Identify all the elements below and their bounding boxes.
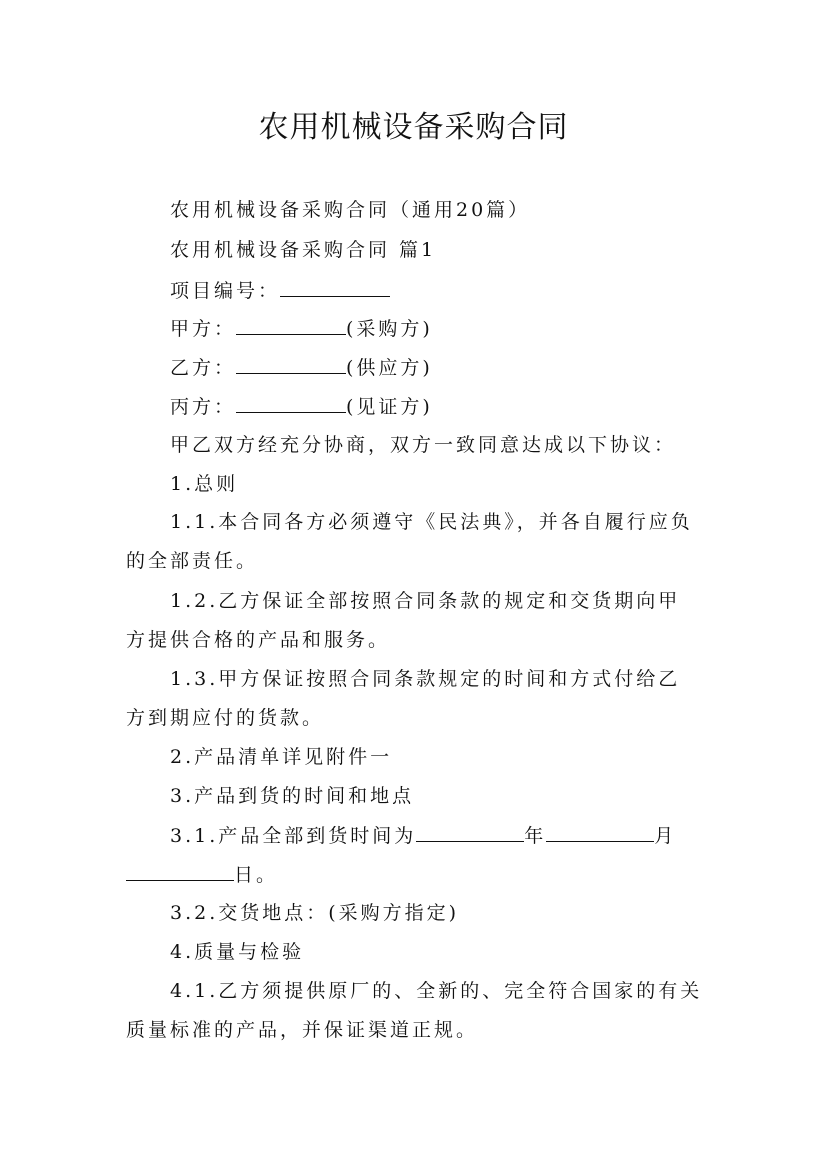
party-b-blank [236,355,346,374]
section-2-heading: 2.产品清单详见附件一 [170,746,393,768]
section-4-heading: 4.质量与检验 [170,941,305,963]
party-a-label: 甲方： [170,318,237,340]
project-number-line [170,278,390,303]
clause-3-1-line-2 [126,862,278,887]
year-blank [416,823,524,842]
party-b-label: 乙方： [170,357,237,379]
party-a-role: (采购方) [346,318,433,340]
clause-3-2: 3.2.交货地点：(采购方指定) [170,902,460,924]
month-blank [546,823,654,842]
day-blank [126,862,234,881]
project-number-blank [280,278,390,297]
clause-3-1-line-1 [170,823,676,848]
clause-1-3-line-2: 方到期应付的货款。 [126,707,325,729]
clause-4-1-line-2: 质量标准的产品，并保证渠道正规。 [126,1019,479,1041]
project-number-label: 项目编号： [170,280,281,302]
section-1-heading: 1.总则 [170,473,239,495]
party-c-label: 丙方： [170,396,237,418]
clause-1-3-line-1: 1.3.甲方保证按照合同条款规定的时间和方式付给乙 [170,668,681,690]
clause-4-1-line-1: 4.1.乙方须提供原厂的、全新的、完全符合国家的有关 [170,980,703,1002]
party-c-role: (见证方) [346,396,433,418]
clause-1-1-line-1: 1.1.本合同各方必须遵守《民法典》，并各自履行应负 [170,511,693,533]
clause-1-2-line-1: 1.2.乙方保证全部按照合同条款的规定和交货期向甲 [170,590,681,612]
party-c-blank [236,394,346,413]
agreement-intro: 甲乙双方经充分协商，双方一致同意达成以下协议： [170,434,677,456]
clause-3-1-prefix: 3.1.产品全部到货时间为 [170,825,417,847]
section-heading: 农用机械设备采购合同 篇1 [170,239,437,261]
clause-1-2-line-2: 方提供合格的产品和服务。 [126,629,391,651]
party-c-line [170,394,433,419]
document-title: 农用机械设备采购合同 [258,110,569,145]
party-a-line [170,316,433,341]
document-subtitle: 农用机械设备采购合同（通用20篇） [170,199,531,221]
section-3-heading: 3.产品到货的时间和地点 [170,785,415,807]
year-label: 年 [524,825,547,847]
month-label: 月 [654,825,677,847]
clause-1-1-line-2: 的全部责任。 [126,550,259,572]
party-b-line [170,355,433,380]
party-b-role: (供应方) [346,357,433,379]
party-a-blank [236,316,346,335]
day-label: 日。 [234,864,279,886]
